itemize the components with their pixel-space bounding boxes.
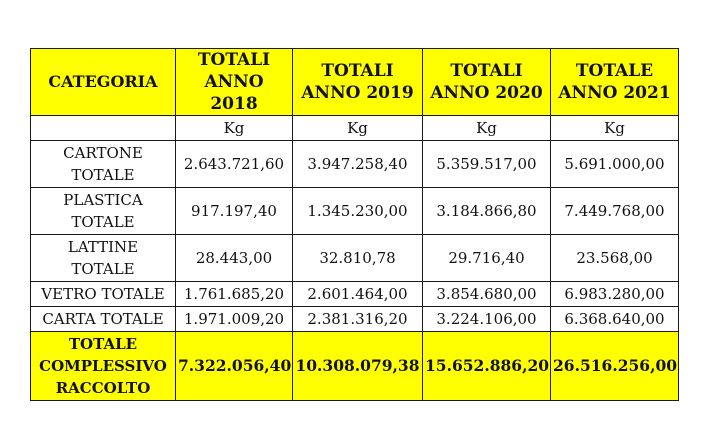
value-cell: 1.971.009,20 <box>176 307 293 332</box>
value-cell: 2.643.721,60 <box>176 141 293 188</box>
unit-cell: Kg <box>176 116 293 141</box>
value-cell: 23.568,00 <box>551 235 679 282</box>
value-cell: 1.761.685,20 <box>176 282 293 307</box>
value-cell: 32.810,78 <box>293 235 423 282</box>
total-value-cell: 26.516.256,00 <box>551 332 679 401</box>
header-year-2018: TOTALI ANNO 2018 <box>176 49 293 116</box>
header-year-2019: TOTALI ANNO 2019 <box>293 49 423 116</box>
unit-row <box>31 116 679 141</box>
unit-cell: Kg <box>293 116 423 141</box>
row-label: CARTONE TOTALE <box>31 141 176 188</box>
table-row-plastica <box>31 188 679 235</box>
total-value-cell: 10.308.079,38 <box>293 332 423 401</box>
value-cell: 5.359.517,00 <box>423 141 551 188</box>
value-cell: 6.368.640,00 <box>551 307 679 332</box>
unit-cell-empty <box>31 116 176 141</box>
table-row-cartone <box>31 141 679 188</box>
value-cell: 3.224.106,00 <box>423 307 551 332</box>
value-cell: 1.345.230,00 <box>293 188 423 235</box>
value-cell: 3.184.866,80 <box>423 188 551 235</box>
table-row-total <box>31 332 679 401</box>
total-value-cell: 15.652.886,20 <box>423 332 551 401</box>
value-cell: 5.691.000,00 <box>551 141 679 188</box>
total-value-cell: 7.322.056,40 <box>176 332 293 401</box>
waste-collection-table <box>30 48 679 401</box>
value-cell: 7.449.768,00 <box>551 188 679 235</box>
header-year-2021: TOTALE ANNO 2021 <box>551 49 679 116</box>
row-label: PLASTICA TOTALE <box>31 188 176 235</box>
row-label: LATTINE TOTALE <box>31 235 176 282</box>
value-cell: 6.983.280,00 <box>551 282 679 307</box>
total-label: TOTALE COMPLESSIVO RACCOLTO <box>31 332 176 401</box>
row-label: VETRO TOTALE <box>31 282 176 307</box>
value-cell: 3.854.680,00 <box>423 282 551 307</box>
header-row <box>31 49 679 116</box>
value-cell: 28.443,00 <box>176 235 293 282</box>
table-row-vetro <box>31 282 679 307</box>
header-category: CATEGORIA <box>31 49 176 116</box>
table-row-carta <box>31 307 679 332</box>
value-cell: 2.381.316,20 <box>293 307 423 332</box>
row-label: CARTA TOTALE <box>31 307 176 332</box>
header-year-2020: TOTALI ANNO 2020 <box>423 49 551 116</box>
unit-cell: Kg <box>551 116 679 141</box>
value-cell: 2.601.464,00 <box>293 282 423 307</box>
value-cell: 3.947.258,40 <box>293 141 423 188</box>
value-cell: 917.197,40 <box>176 188 293 235</box>
value-cell: 29.716,40 <box>423 235 551 282</box>
unit-cell: Kg <box>423 116 551 141</box>
table-row-lattine <box>31 235 679 282</box>
